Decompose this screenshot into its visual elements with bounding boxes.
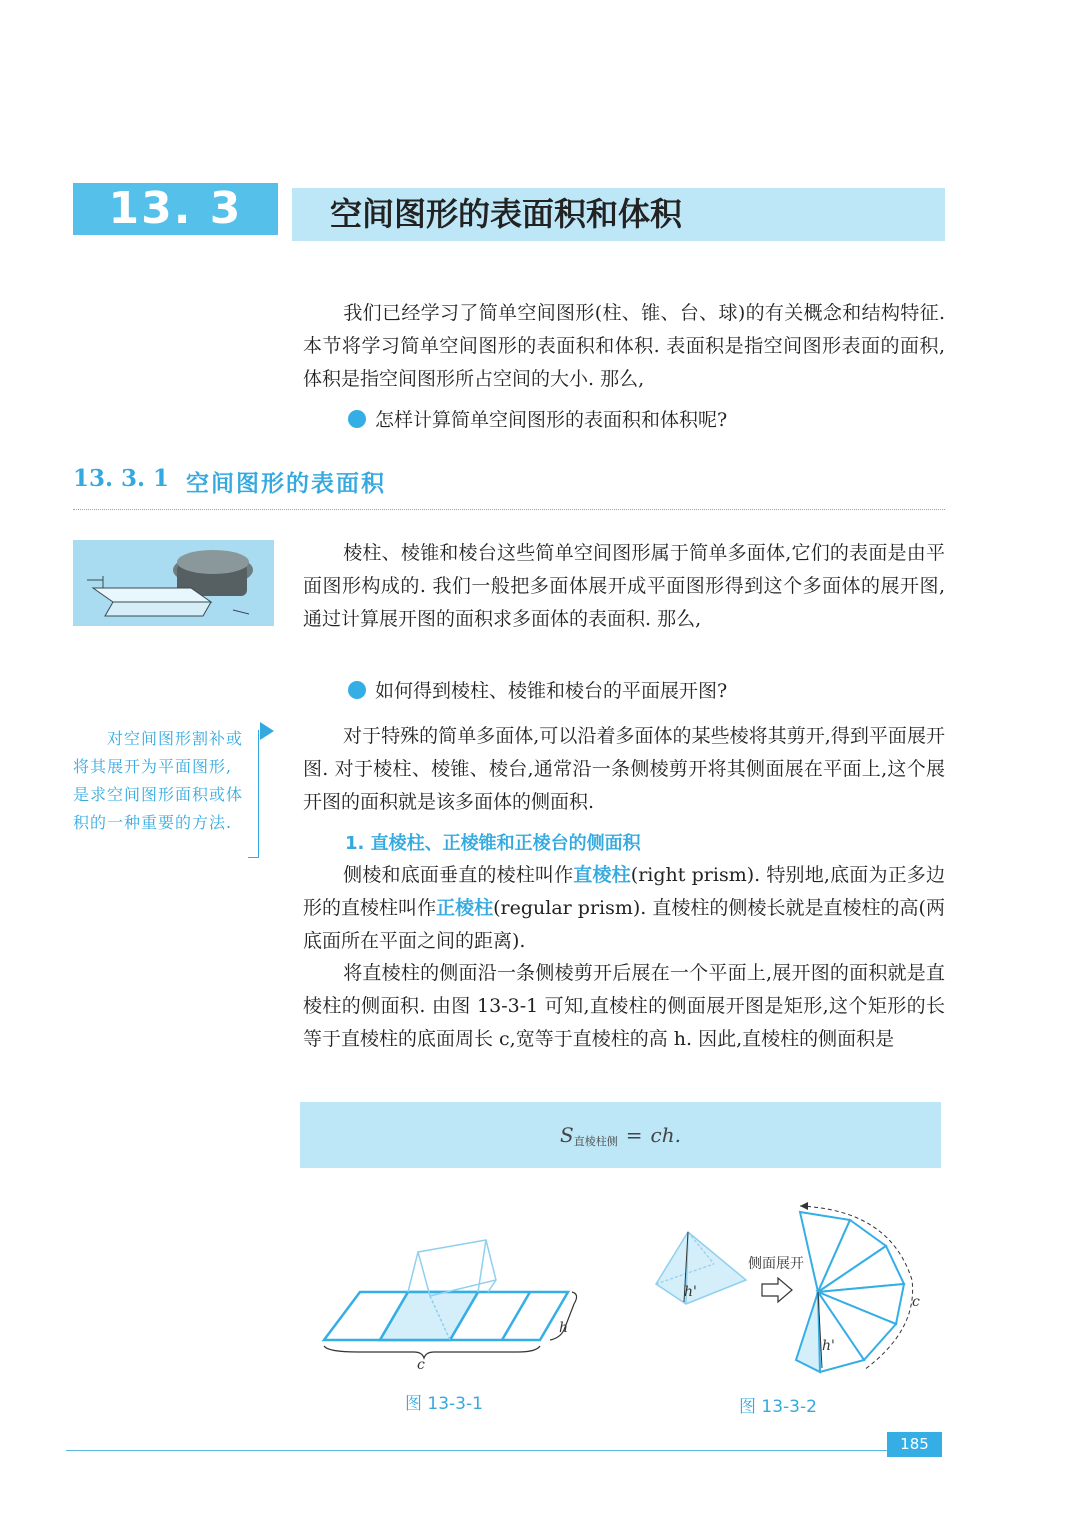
margin-note: 对空间图形割补或将其展开为平面图形,是求空间图形面积或体积的一种重要的方法. xyxy=(73,729,244,832)
body-paragraph-2: 对于特殊的简单多面体,可以沿着多面体的某些棱将其剪开,得到平面展开图. 对于棱柱、棱锥、棱台,通常沿一条侧棱剪开将其侧面展在平面上,这个展开图的面积就是该多面体的侧面积. xyxy=(303,725,945,813)
page-number: 185 xyxy=(900,1435,929,1453)
note-bracket xyxy=(258,730,259,858)
figure1-label-c: c xyxy=(417,1357,425,1373)
term-right-prism: 直棱柱 xyxy=(573,864,631,886)
figure2-label-c: c xyxy=(912,1294,920,1310)
bullet-dot-icon xyxy=(348,410,366,428)
body-question-2: 如何得到棱柱、棱锥和棱台的平面展开图? xyxy=(348,676,727,706)
subsection-divider xyxy=(73,509,945,510)
term-regular-prism: 正棱柱 xyxy=(436,897,494,919)
note-bracket-foot xyxy=(248,857,259,858)
body-paragraph-4: 将直棱柱的侧面沿一条侧棱剪开后展在一个平面上,展开图的面积就是直棱柱的侧面积. 由图 13-3-1 可知,直棱柱的侧面展开图是矩形,这个矩形的长等于直棱柱的底面周长 c,宽等于直棱柱的高 h. 因此,直棱柱的侧面积是 xyxy=(303,962,945,1050)
body-paragraph-3: 侧棱和底面垂直的棱柱叫作直棱柱(right prism). 特别地,底面为正多边形的直棱柱叫作正棱柱(regular prism). 直棱柱的侧棱长就是直棱柱的高(两底面所在平面之间的距离). xyxy=(303,864,945,952)
subsection-number: 13. 3. 1 xyxy=(73,465,170,492)
section-title: 空间图形的表面积和体积 xyxy=(330,195,683,233)
bullet-dot-icon xyxy=(348,681,366,699)
figure2-caption: 图 13-3-2 xyxy=(739,1397,817,1417)
figure1-label-h: h xyxy=(559,1320,569,1336)
intro-question: 怎样计算简单空间图形的表面积和体积呢? xyxy=(348,405,727,435)
figure2-arrow-text: 侧面展开 xyxy=(748,1253,804,1273)
figure1-caption: 图 13-3-1 xyxy=(405,1394,483,1414)
figure2-label-h1: h' xyxy=(684,1284,697,1300)
formula: $S_{直棱柱侧}$ = ch. xyxy=(560,1123,681,1148)
figure-prism-net xyxy=(318,1232,588,1372)
note-arrow-icon xyxy=(260,722,274,740)
figure2-label-h2: h' xyxy=(822,1338,835,1354)
body-paragraph-1: 棱柱、棱锥和棱台这些简单空间图形属于简单多面体,它们的表面是由平面图形构成的. 我们一般把多面体展开成平面图形得到这个多面体的展开图,通过计算展开图的面积求多面体的表面积. 那么, xyxy=(303,542,945,630)
subheading-lateral-area: 1. 直棱柱、正棱锥和正棱台的侧面积 xyxy=(345,833,641,854)
bread-net-photo xyxy=(73,540,274,626)
intro-paragraph: 我们已经学习了简单空间图形(柱、锥、台、球)的有关概念和结构特征. 本节将学习简单空间图形的表面积和体积. 表面积是指空间图形表面的面积,体积是指空间图形所占空间的大小. 那么, xyxy=(303,302,945,390)
section-number: 13. 3 xyxy=(108,183,243,234)
bread-net-illustration xyxy=(73,540,274,626)
footer-rule xyxy=(66,1450,940,1451)
subsection-title: 空间图形的表面积 xyxy=(186,471,386,497)
